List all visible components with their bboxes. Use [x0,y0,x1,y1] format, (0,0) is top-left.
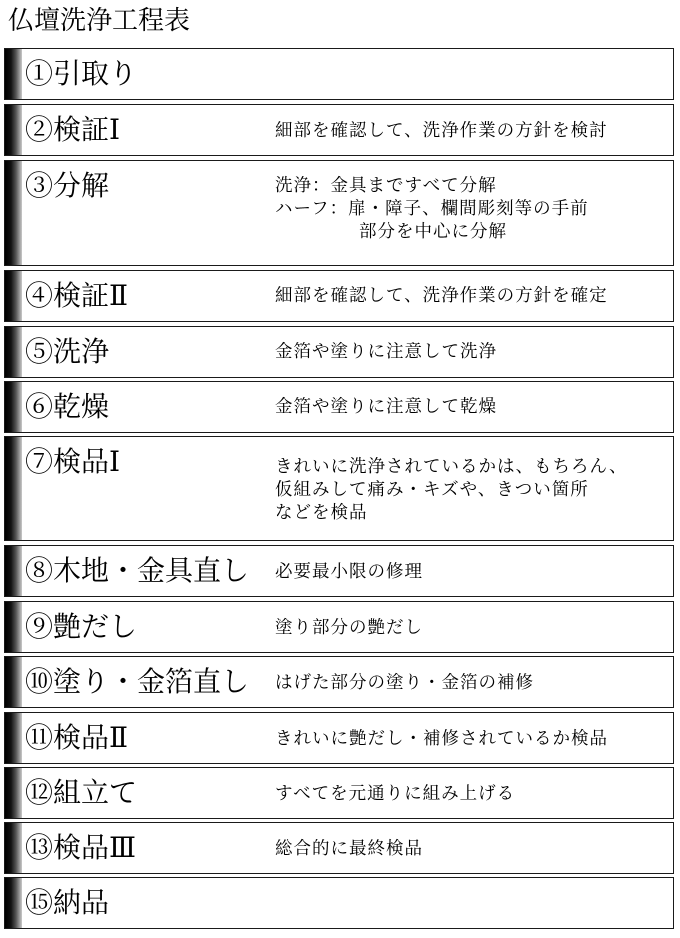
step-label: ③分解 [25,169,110,202]
step-description [275,561,423,584]
step-bar [5,602,22,652]
step-description-line: きれいに艶だし・補修されているか検品 [275,729,608,749]
step-description [275,396,497,419]
step-description [275,456,628,525]
step-description [275,672,534,695]
step-description-line: 細部を確認して、洗浄作業の方針を確定 [275,286,608,306]
step-bar [5,49,22,99]
step-label: ⑫組立て [25,776,138,809]
step-label: ①引取り [25,57,138,90]
step-bar [5,271,22,321]
step-bar [5,657,22,707]
step-description-line: 総合的に最終検品 [275,839,423,859]
step-description-line: 必要最小限の修理 [275,562,423,582]
step-description-line: 金箔や塗りに注意して洗浄 [275,342,497,362]
step-description [275,341,497,364]
step-description-line: きれいに洗浄されているかは、もちろん、 [275,457,628,477]
step-bar [5,327,22,377]
step-label: ⑩塗り・金箔直し [25,665,250,698]
step-description-line: 塗り部分の艶だし [275,618,423,638]
step-bar [5,437,22,540]
step-row-10 [4,656,674,708]
step-description-line: ハーフ：扉・障子、欄間彫刻等の手前 [275,199,589,219]
step-description [275,728,608,751]
step-label: ⑥乾燥 [25,390,110,423]
step-row-11 [4,712,674,764]
step-row-6 [4,381,674,433]
step-bar [5,382,22,432]
step-description-line: はげた部分の塗り・金箔の補修 [275,673,534,693]
step-bar [5,105,22,155]
step-description [275,285,608,308]
step-bar [5,768,22,818]
step-description [275,783,515,806]
step-label: ⑤洗浄 [25,335,110,368]
step-row-8 [4,545,674,597]
step-row-2 [4,104,674,156]
step-description-line: すべてを元通りに組み上げる [275,784,516,804]
step-description-line: 部分を中心に分解 [359,222,507,242]
step-label: ⑮納品 [25,886,110,919]
step-label: ④検証Ⅱ [25,279,129,312]
step-description-line: 仮組みして痛み・キズや、きつい箇所 [275,480,589,500]
step-description-line: 洗浄：金具まですべて分解 [275,176,497,196]
step-description-line: などを検品 [275,503,368,523]
step-label: ⑦検品Ⅰ [25,445,121,478]
page-title: 仏壇洗浄工程表 [8,6,191,36]
step-bar [5,823,22,873]
step-row-1 [4,48,674,100]
step-description [275,617,423,640]
step-row-3 [4,160,674,266]
step-bar [5,161,22,265]
step-bar [5,878,22,928]
step-description-line: 金箔や塗りに注意して乾燥 [275,397,497,417]
step-row-14 [4,877,674,929]
step-label: ⑪検品Ⅱ [25,721,129,754]
step-description [275,838,423,861]
step-row-12 [4,767,674,819]
step-label: ⑨艶だし [25,610,138,643]
step-row-5 [4,326,674,378]
step-row-13 [4,822,674,874]
step-bar [5,546,22,596]
step-row-9 [4,601,674,653]
step-description [275,175,589,244]
step-label: ⑧木地・金具直し [25,554,250,587]
step-label: ⑬検品Ⅲ [25,831,137,864]
step-bar [5,713,22,763]
step-label: ②検証Ⅰ [25,113,121,146]
step-description-line: 細部を確認して、洗浄作業の方針を検討 [275,121,608,141]
step-description [275,120,608,143]
step-row-7 [4,436,674,541]
step-row-4 [4,270,674,322]
